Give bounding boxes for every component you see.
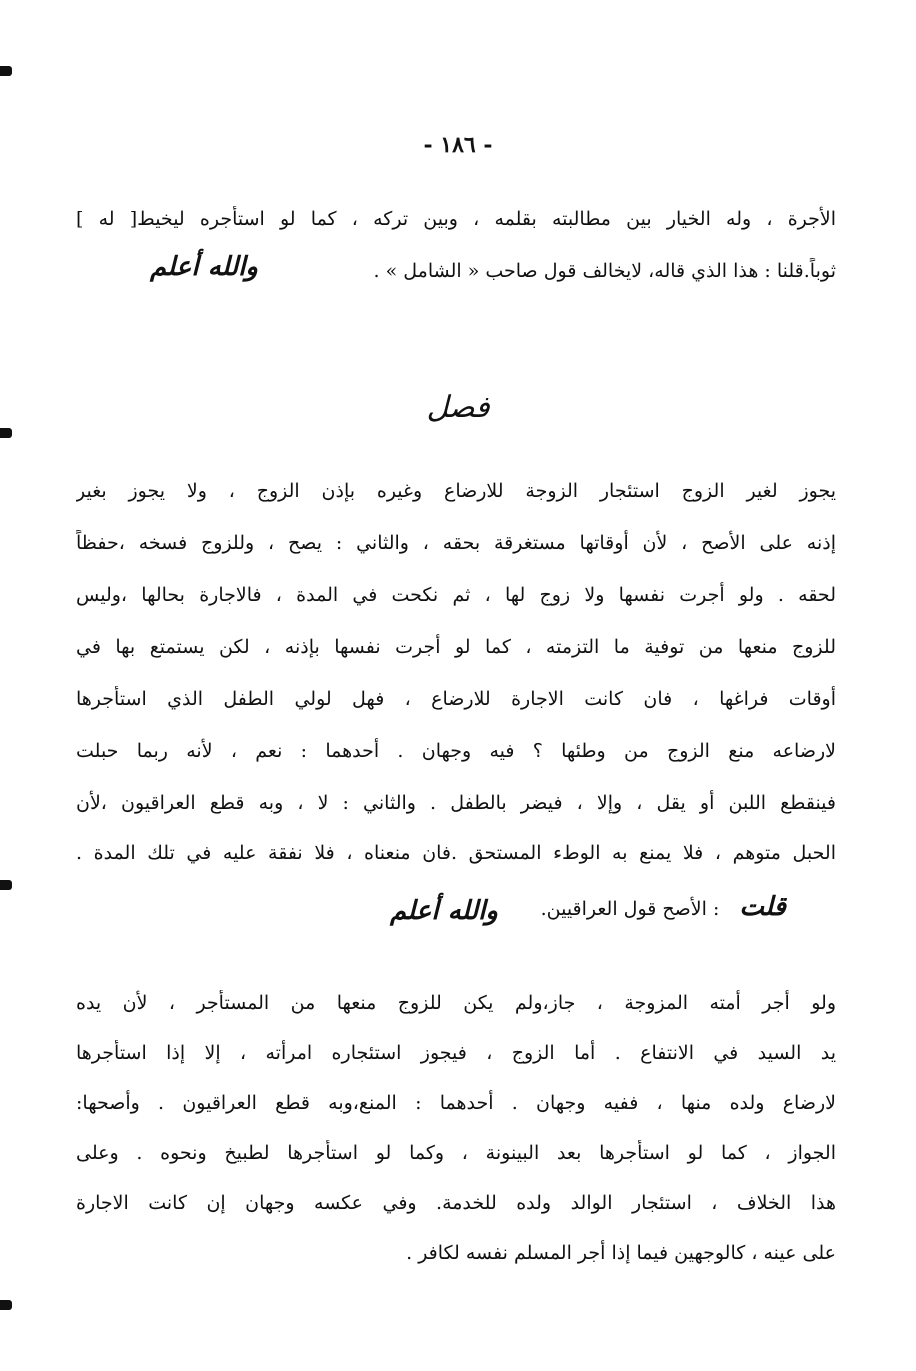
closing-formula: والله أعلم: [390, 896, 498, 926]
paragraph-line: لارضاعه منع الزوج من وطئها ؟ فيه وجهان . أحدهما : نعم ، لأنه ربما حبلت: [76, 740, 836, 762]
binding-mark: [0, 1300, 12, 1310]
remark-label: قلت: [739, 892, 786, 922]
remark-text: : الأصح قول العراقيين.: [540, 898, 720, 920]
paragraph-line: لحقه . ولو أجرت نفسها ولا زوج لها ، ثم نكحت في المدة ، فالاجارة بحالها ،وليس: [76, 584, 836, 606]
paragraph-line: ولو أجر أمته المزوجة ، جاز،ولم يكن للزوج منعها من المستأجر ، لأن يده: [76, 992, 836, 1014]
paragraph-line: للزوج منعها من توفية ما التزمته ، كما لو أجرت نفسها بإذنه ، لكن يستمتع بها في: [76, 636, 836, 658]
remark: [541, 892, 786, 924]
binding-mark: [0, 428, 12, 438]
paragraph-line: الجواز ، كما لو استأجرها بعد البينونة ، وكما لو استأجرها لطبيخ ونحوه . وعلى: [76, 1142, 836, 1164]
paragraph-line: ثوباً.قلنا : هذا الذي قاله، لايخالف قول صاحب « الشامل » .: [373, 260, 836, 282]
paragraph-line: يد السيد في الانتفاع . أما الزوج ، فيجوز استئجاره امرأته ، إلا إذا استأجرها: [76, 1042, 836, 1064]
binding-mark: [0, 66, 12, 76]
paragraph-line: يجوز لغير الزوج استئجار الزوجة للارضاع وغيره بإذن الزوج ، ولا يجوز بغير: [76, 480, 836, 502]
paragraph-line: لارضاع ولده منها ، ففيه وجهان . أحدهما : المنع،وبه قطع العراقيون . وأصحها:: [76, 1092, 836, 1114]
closing-formula: والله أعلم: [150, 252, 258, 282]
paragraph-line: هذا الخلاف ، استئجار الوالد ولده للخدمة. وفي عكسه وجهان إن كانت الاجارة: [76, 1192, 836, 1214]
paragraph-line: الحبل متوهم ، فلا يمنع به الوطء المستحق .فان منعناه ، فلا نفقة عليه في تلك المدة .: [76, 842, 836, 864]
paragraph-line: إذنه على الأصح ، لأن أوقاتها مستغرقة بحقه ، والثاني : يصح ، وللزوج فسخه ،حفظاً: [76, 532, 836, 554]
paragraph-line: أوقات فراغها ، فان كانت الاجارة للارضاع ، فهل لولي الطفل الذي استأجرها: [76, 688, 836, 710]
section-heading: فصل: [426, 390, 490, 425]
paragraph-line: على عينه ، كالوجهين فيما إذا أجر المسلم نفسه لكافر .: [406, 1242, 836, 1264]
paragraph-line: الأجرة ، وله الخيار بين مطالبته بقلمه ، وبين تركه ، كما لو استأجره ليخيط[ له ]: [76, 208, 836, 230]
binding-mark: [0, 880, 12, 890]
paragraph-line: فينقطع اللبن أو يقل ، وإلا ، فيضر بالطفل . والثاني : لا ، وبه قطع العراقيون ،لأن: [76, 792, 836, 814]
page-number: - ١٨٦ -: [423, 132, 493, 158]
